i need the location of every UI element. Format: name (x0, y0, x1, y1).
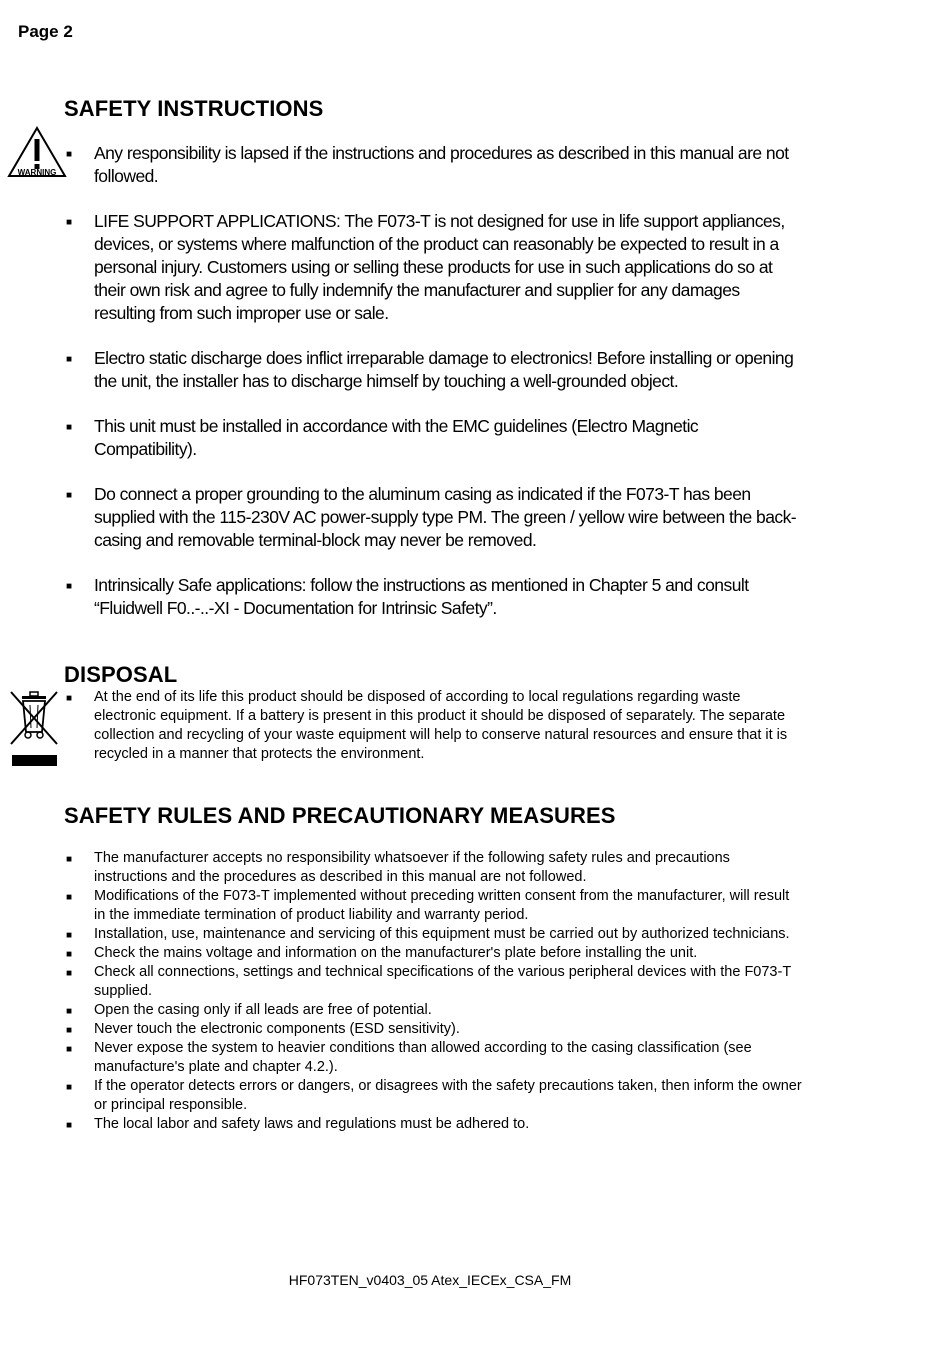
bullet-icon: ■ (66, 217, 72, 228)
bullet-icon: ■ (66, 1044, 73, 1055)
bullet-icon: ■ (66, 968, 73, 979)
bullet-icon: ■ (66, 949, 73, 960)
list-item: ■ The manufacturer accepts no responsibility whatsoever if the following safety rules and precautions instructions and the procedures as described in this manual are not followed. (66, 850, 730, 885)
safety-instructions-list (64, 142, 804, 620)
bullet-icon: ■ (66, 1006, 73, 1017)
safety-rules-section (64, 803, 804, 1134)
document-footer: HF073TEN_v0403_05 Atex_IECEx_CSA_FM (288, 1272, 572, 1288)
bullet-icon: ■ (66, 581, 72, 592)
list-item: ■ This unit must be installed in accordance with the EMC guidelines (Electro Magnetic Compatibility). (66, 416, 699, 459)
weee-bin-icon (8, 688, 60, 768)
list-item: ■ Any responsibility is lapsed if the instructions and procedures as described in this manual are not followed. (66, 143, 789, 186)
list-item: ■ The local labor and safety laws and regulations must be adhered to. (64, 1115, 804, 1134)
bullet-icon: ■ (66, 892, 73, 903)
list-item: ■ LIFE SUPPORT APPLICATIONS: The F073-T is not designed for use in life support appliances, devices, or systems where malfunction of the product can reasonably be expected to result in a personal injury. Customers using or selling these products for use in such applications do so at their own risk and agree to fully indemnify the manufacturer and supplier for any damages resulting from such improper use or sale. (66, 211, 785, 323)
list-item: ■ Do connect a proper grounding to the aluminum casing as indicated if the F073-T has been supplied with the 115-230V AC power-supply type PM. The green / yellow wire between the back-casing and removable terminal-block may never be removed. (66, 484, 797, 550)
list-item: ■ Intrinsically Safe applications: follow the instructions as mentioned in Chapter 5 and consult “Fluidwell F0..-..-XI - Documentation for Intrinsic Safety”. (66, 575, 749, 618)
disposal-list (64, 688, 804, 764)
list-item: ■ Installation, use, maintenance and servicing of this equipment must be carried out by authorized technicians. (64, 925, 804, 944)
disposal-title: DISPOSAL (64, 662, 178, 687)
safety-rules-title: SAFETY RULES AND PRECAUTIONARY MEASURES (64, 803, 616, 828)
bullet-icon: ■ (66, 930, 73, 941)
list-item: ■ Modifications of the F073-T implemented without preceding written consent from the manufacturer, will result in the immediate termination of product liability and warranty period. (66, 888, 790, 923)
bullet-icon: ■ (66, 1120, 73, 1131)
list-item: ■ Check the mains voltage and information on the manufacturer's plate before installing the unit. (64, 944, 804, 963)
safety-instructions-section (64, 96, 804, 642)
bullet-icon: ■ (66, 1082, 73, 1093)
bullet-icon: ■ (66, 422, 72, 433)
bullet-icon: ■ (66, 490, 72, 501)
bullet-icon: ■ (66, 149, 72, 160)
list-item: ■ Never touch the electronic components (ESD sensitivity). (64, 1020, 804, 1039)
list-item: ■ If the operator detects errors or dangers, or disagrees with the safety precautions taken, then inform the owner or principal responsible. (66, 1078, 802, 1113)
list-item: ■ Electro static discharge does inflict irreparable damage to electronics! Before installing or opening the unit, the installer has to discharge himself by touching a well-grounded object. (66, 348, 794, 391)
list-item: ■ At the end of its life this product should be disposed of according to local regulations regarding waste electronic equipment. If a battery is present in this product it should be disposed of separately. The separate collection and recycling of your waste equipment will help to conserve natural resources and ensure that it is recycled in a manner that protects the environment. (66, 689, 788, 762)
page-number: Page 2 (18, 22, 73, 41)
warning-icon-label: WARNING (17, 168, 57, 177)
bullet-icon: ■ (66, 854, 73, 865)
list-item: ■ Check all connections, settings and technical specifications of the various peripheral devices with the F073-T supplied. (66, 964, 791, 999)
disposal-section (64, 662, 804, 764)
safety-instructions-title: SAFETY INSTRUCTIONS (64, 96, 324, 121)
warning-icon (6, 126, 68, 180)
bullet-icon: ■ (66, 354, 72, 365)
safety-rules-list (64, 849, 804, 1134)
list-item: ■ Open the casing only if all leads are free of potential. (64, 1001, 804, 1020)
list-item: ■ Never expose the system to heavier conditions than allowed according to the casing classification (see manufacture's plate and chapter 4.2.). (66, 1040, 752, 1075)
bullet-icon: ■ (66, 693, 73, 704)
bullet-icon: ■ (66, 1025, 73, 1036)
